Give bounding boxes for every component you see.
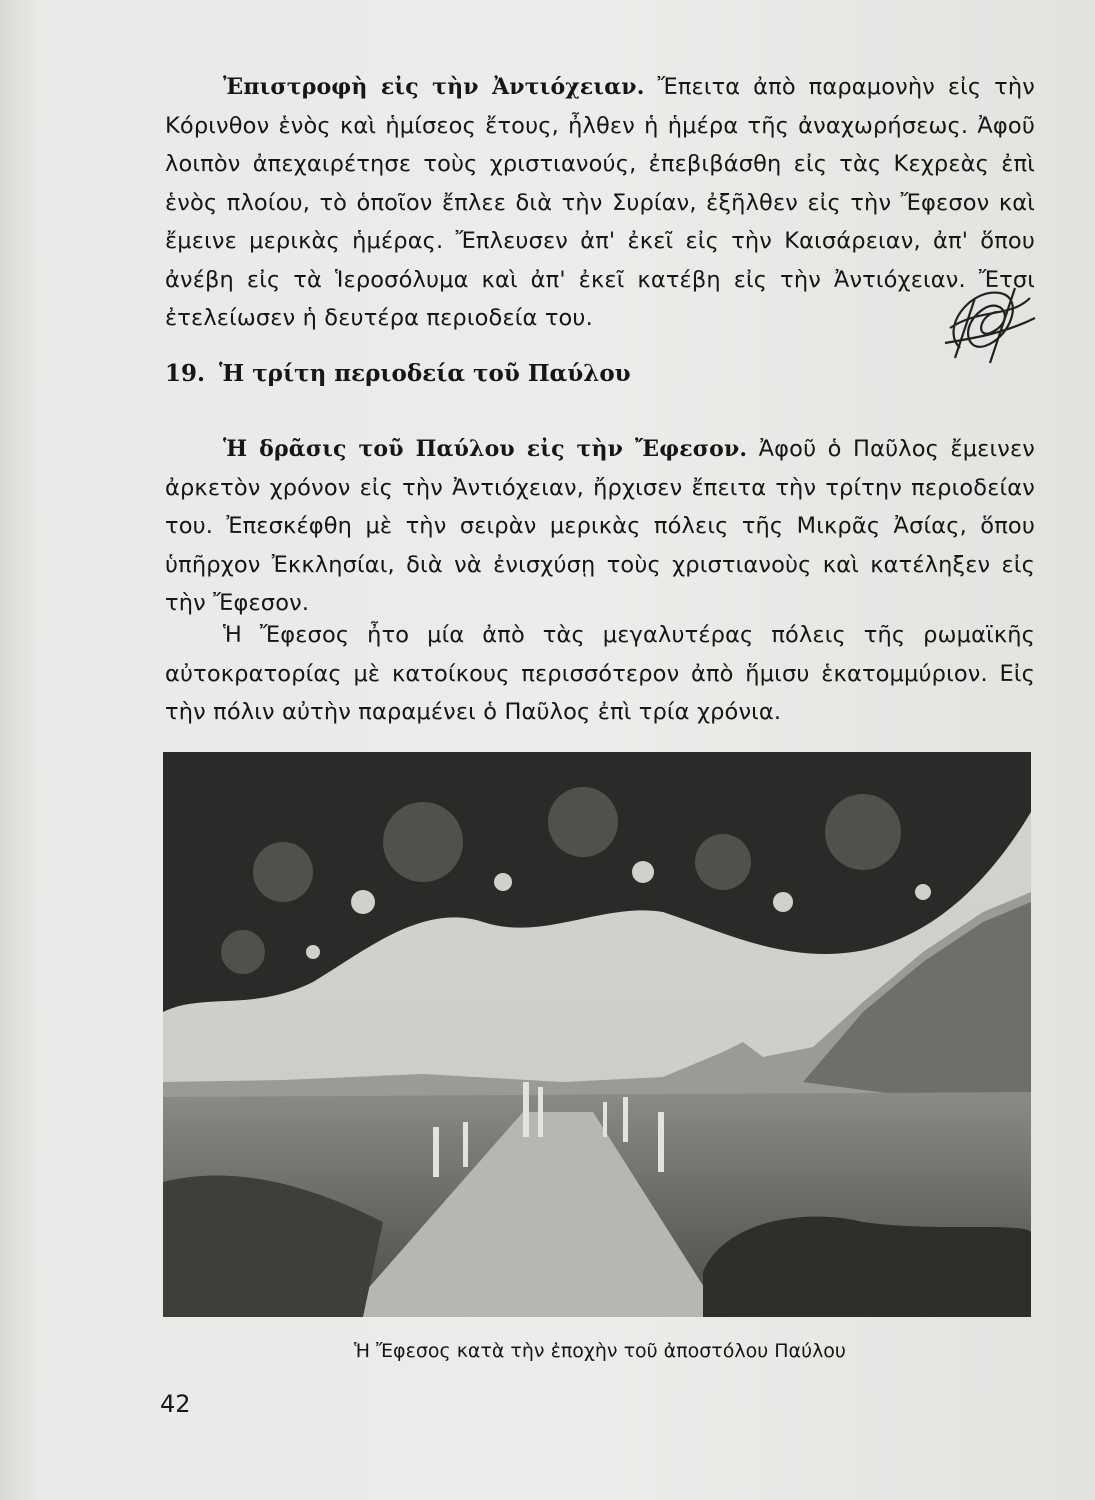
- paragraph-body: Ἀφοῦ ὁ Παῦλος ἔμεινεν ἀρκετὸν χρόνον εἰς τὴν Ἀντιόχειαν, ἤρχισεν ἔπειτα τὴν τρίτην περιοδείαν του. Ἐπεσκέφθη μὲ τὴν σειρὰν μερικὰς πόλεις τῆς Μικρᾶς Ἀσίας, ὅπου ὑπῆρχον Ἐκκλησίαι, διὰ νὰ ἐνισχύσῃ τοὺς χριστιανοὺς καὶ κατέληξεν εἰς τὴν Ἔφεσον.: [165, 436, 1035, 616]
- paragraph-return-to-antioch: [165, 68, 1035, 338]
- handwritten-scribble: [930, 268, 1040, 368]
- paragraph-action-in-ephesus: [165, 430, 1035, 623]
- section-heading: [165, 360, 765, 387]
- paragraph-lead-heading: Ἐπιστροφὴ εἰς τὴν Ἀντιόχειαν.: [223, 74, 645, 100]
- section-title: Ἡ τρίτη περιοδεία τοῦ Παύλου: [219, 360, 631, 387]
- paragraph-body: Ἔπειτα ἀπὸ παραμονὴν εἰς τὴν Κόρινθον ἑνὸς καὶ ἡμίσεος ἔτους, ἦλθεν ἡ ἡμέρα τῆς ἀναχωρήσεως. Ἀφοῦ λοιπὸν ἀπεχαιρέτησε τοὺς χριστιανούς, ἐπεβιβάσθη εἰς τὰς Κεχρεὰς ἐπὶ ἑνὸς πλοίου, τὸ ὁποῖον ἔπλεε διὰ τὴν Συρίαν, ἐξῆλθεν εἰς τὴν Ἔφεσον καὶ ἔμεινε μερικὰς ἡμέρας. Ἔπλευσεν ἀπ' ἐκεῖ εἰς τὴν Καισάρειαν, ἀπ' ὅπου ἀνέβη εἰς τὰ Ἱεροσόλυμα καὶ ἀπ' ἐκεῖ κατέβη εἰς τὴν Ἀντιόχειαν. Ἔτσι ἐτελείωσεν ἡ δευτέρα περιοδεία του.: [165, 74, 1036, 331]
- paragraph-lead-heading: Ἡ δρᾶσις τοῦ Παύλου εἰς τὴν Ἔφεσον.: [223, 436, 748, 462]
- paragraph-ephesus-city: [165, 616, 1035, 732]
- page-number: 42: [160, 1390, 191, 1418]
- section-number: 19.: [165, 360, 206, 387]
- ephesus-photograph: [163, 752, 1031, 1317]
- paragraph-body: Ἡ Ἔφεσος ἦτο μία ἀπὸ τὰς μεγαλυτέρας πόλεις τῆς ρωμαϊκῆς αὐτοκρατορίας μὲ κατοίκους περισσότερον ἀπὸ ἥμισυ ἑκατομμύριον. Εἰς τὴν πόλιν αὐτὴν παραμένει ὁ Παῦλος ἐπὶ τρία χρόνια.: [165, 622, 1035, 725]
- ephesus-ruins-image: [163, 752, 1031, 1317]
- figure-caption: Ἡ Ἔφεσος κατὰ τὴν ἐποχὴν τοῦ ἀποστόλου Παύλου: [354, 1340, 846, 1362]
